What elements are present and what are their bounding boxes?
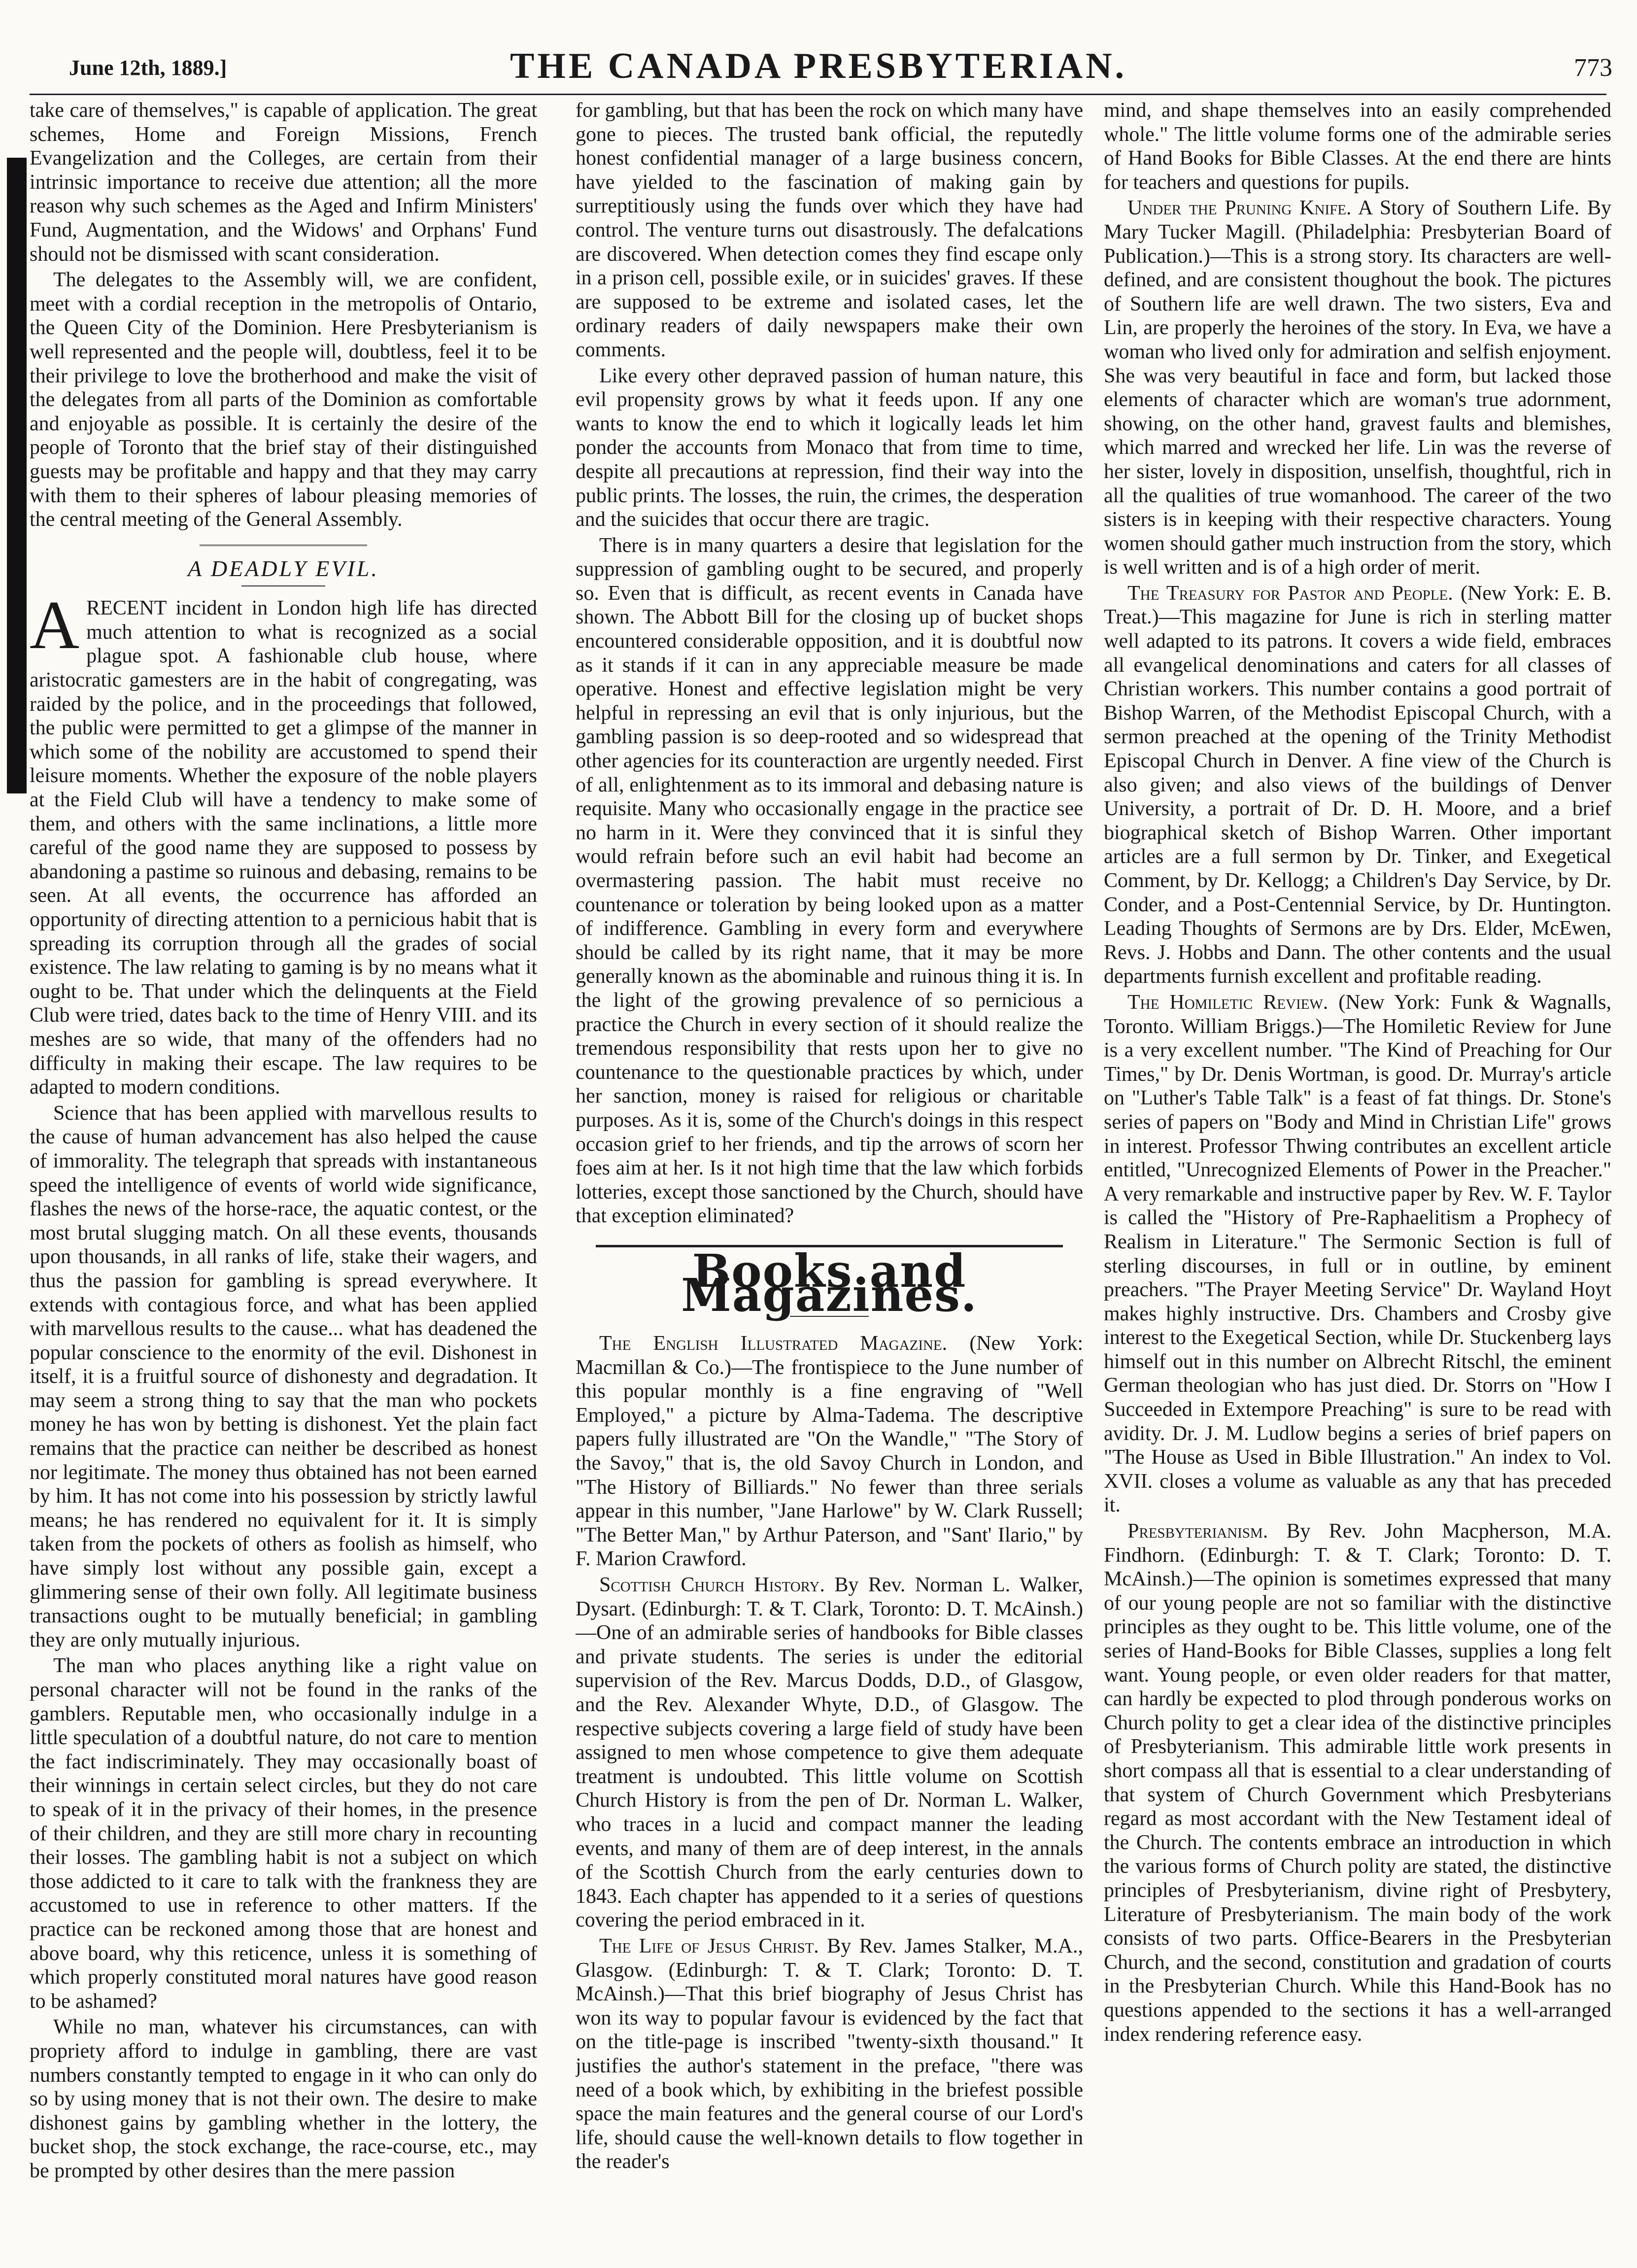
review-title: Scottish Church History. <box>599 1574 825 1597</box>
paragraph: for gambling, but that has been the rock on which many have gone to pieces. The trusted bank official, the reputedly honest confidential manager of a large business concern, have yielded to the fascination of making gain by surreptitiously using the funds over which they have had control. The venture turns out disastrously. The defalcations are discovered. When detection comes they find escape only in a prison cell, possible exile, or in suicides' graves. If these are supposed to be extreme and isolated cases, let the ordinary readers of daily newspapers make their own comments. <box>576 99 1083 361</box>
review-entry <box>576 1934 1083 2174</box>
review-entry <box>1104 196 1611 580</box>
paragraph <box>30 587 537 1099</box>
paragraph: mind, and shape themselves into an easily comprehended whole." The little volume forms one of the admirable series of Hand Books for Bible Classes. At the end there are hints for teachers and questions for pupils. <box>1104 99 1611 194</box>
review-text: By Rev. John Macpherson, M.A. Findhorn. (Edinburgh: T. & T. Clark; Toronto: D. T. McAinsh.)—The opinion is sometimes expressed that many of our young people are not so familiar with the distinctive principles as they ought to be. This little volume, one of the series of Hand-Books for Bible Classes, supplies a long felt want. Young people, or even older readers for that matter, can hardly be expected to plod through ponderous works on Church polity to get a clear idea of the distinctive principles of Presbyterianism. This admirable little work presents in short compass all that is essential to a clear understanding of that system of Church Government which Presbyterians regard as most accordant with the New Testament ideal of the Church. The contents embrace an introduction in which the various forms of Church polity are stated, the distinctive principles of Presbyterianism, divine right of Presbytery, Literature of Presbyterianism. The main body of the work consists of two parts. Office-Bearers in the Presbyterian Church, and the second, constitution and gradation of courts in the Presbyterian Church. While this Hand-Book has no questions appended to the sections it has a well-arranged index rendering reference easy. <box>1104 1520 1611 2046</box>
review-title: Under the Pruning Knife. <box>1127 197 1352 220</box>
article-title: A DEADLY EVIL. <box>188 555 379 581</box>
books-and-magazines-heading: Books and Magazines. <box>681 1244 978 1322</box>
paragraph: The man who places anything like a right value on personal character will not be found in the ranks of the gamblers. Reputable men, who occasionally indulge in a little speculation of a doubtful nature, do not care to mention the fact indiscriminately. They may occasionally boast of their winnings in certain select circles, but they do not care to speak of it in the privacy of their homes, in the presence of their children, and they are still more chary in recounting their losses. The gambling habit is not a subject on which those addicted to it care to talk with the frankness they are accustomed to use in reference to other matters. If the practice can be reckoned among those that are honest and above board, why this reticence, unless it is something of which properly constituted moral natures have good reason to be ashamed? <box>30 1654 537 2013</box>
column-2 <box>576 99 1083 2257</box>
review-text: (New York: Funk & Wagnalls, Toronto. William Briggs.)—The Homiletic Review for June is a very excellent number. "The Kind of Preaching for Our Times," by Dr. Denis Wortman, is good. Dr. Murray's article on "Luther's Table Talk" is a feast of fat things. Dr. Stone's series of papers on "Body and Mind in Christian Life" grows in interest. Professor Thwing contributes an excellent article entitled, "Unrecognized Elements of Power in the Preacher." A very remarkable and instructive paper by Rev. W. F. Taylor is called the "History of Pre-Raphaelitism a Prophecy of Realism in Literature." The Sermonic Section is full of sterling discourses, in full or in outline, by eminent preachers. "The Prayer Meeting Service" Dr. Wayland Hoyt makes highly instructive. Drs. Chambers and Crosby give interest to the Exegetical Section, while Dr. Stuckenberg lays himself out in this number on Albrecht Ritschl, the eminent German theologian who has just died. Dr. Storrs on "How I Succeeded in Extempore Preaching" is sure to be read with avidity. Dr. J. M. Ludlow begins a series of brief papers on "The House as Used in Bible Illustration." An index to Vol. XVII. closes a volume as valuable as any that has preceded it. <box>1104 991 1611 1517</box>
review-title: Presbyterianism. <box>1127 1520 1268 1543</box>
review-entry <box>1104 1519 1611 2046</box>
paragraph: Like every other depraved passion of human nature, this evil propensity grows by what it feeds upon. If any one wants to know the end to which it logically leads let him ponder the accounts from Monaco that from time to time, despite all precautions at repression, find their way into the public prints. The losses, the ruin, the crimes, the desperation and the suicides that occur there are tragic. <box>576 364 1083 531</box>
margin-mark <box>7 158 27 793</box>
header-rule <box>30 94 1606 95</box>
paragraph-text: RECENT incident in London high life has directed much attention to what is recognized as a social plague spot. A fashionable club house, where aristocratic gamesters are in the habit of congregating, was raided by the police, and in the proceedings that followed, the public were permitted to get a glimpse of the manner in which some of the nobility are accustomed to spend their leisure moments. Whether the exposure of the noble players at the Field Club will have a tendency to make some of them, and others with the same inclinations, a little more careful of the good name they are supposed to possess by abandoning a pastime so ruinous and debasing, remains to be seen. At all events, the occurrence has afforded an opportunity of directing attention to a pernicious habit that is spreading its corruption through all the grades of social existence. The law relating to gaming is by no means what it ought to be. That under which the delinquents at the Field Club were tried, dates back to the time of Henry VIII. and its meshes are so wide, that many of the offenders had no difficulty in making their escape. The law requires to be adapted to modern conditions. <box>30 597 537 1099</box>
section-divider <box>200 545 367 549</box>
review-title: The Treasury for Pastor and People. <box>1127 582 1453 605</box>
review-title: The Homiletic Review. <box>1127 991 1329 1014</box>
masthead-title: THE CANADA PRESBYTERIAN. <box>510 46 1127 86</box>
column-1 <box>30 99 537 2257</box>
paragraph: The delegates to the Assembly will, we are confident, meet with a cordial reception in the metropolis of Ontario, the Queen City of the Dominion. Here Presbyterianism is well represented and the people will, doubtless, feel it to be their privilege to love the brotherhood and make the visit of the delegates from all parts of the Dominion as comfortable and enjoyable as possible. It is certainly the desire of the people of Toronto that the brief stay of their distinguished guests may be profitable and happy and that they may carry with them to their spheres of labour pleasing memories of the central meeting of the General Assembly. <box>30 269 537 531</box>
review-title: The English Illustrated Magazine. <box>599 1332 948 1355</box>
paragraph: While no man, whatever his circumstances, can with propriety afford to indulge in gambling, there are vast numbers constantly tempted to engage in it who can only do so by using money that is not their own. The desire to make dishonest gains by gambling whether in the lottery, the bucket shop, the stock exchange, the race-course, etc., may be prompted by other desires than the mere passion <box>30 2016 537 2182</box>
review-title: The Life of Jesus Christ. <box>599 1934 819 1958</box>
column-3 <box>1104 99 1611 2257</box>
title-underline <box>241 585 325 586</box>
paragraph: There is in many quarters a desire that legislation for the suppression of gambling ought to be secured, and properly so. Even that is difficult, as recent events in Canada have shown. The Abbott Bill for the closing up of bucket shops encountered considerable opposition, and it is doubtful now as it stands if it can in any appreciable measure be made operative. Honest and effective legislation might be very helpful in repressing an evil that is only injurious, but the gambling passion is so deep-rooted and so widespread that other agencies for its counteraction are urgently needed. First of all, enlightenment as to its immoral and debasing nature is requisite. Many who occasionally engage in the practice see no harm in it. Were they convinced that it is sinful they would refrain before such an evil habit had become an overmastering passion. The habit must receive no countenance or toleration by being looked upon as a matter of indifference. Gambling in every form and everywhere should be called by its right name, that it may be more generally known as the abominable and ruinous thing it is. In the light of the growing prevalence of so pernicious a practice the Church in every section of it should realize the tremendous responsibility that rests upon her to give no countenance to the questionable practices by which, under her sanction, money is raised for religious or charitable purposes. As it is, some of the Church's doings in this respect occasion grief to her friends, and tip the arrows of scorn her foes aim at her. Is it not high time that the law which forbids lotteries, except those sanctioned by the Church, should have that exception eliminated? <box>576 534 1083 1228</box>
drop-cap: A <box>30 587 80 664</box>
review-text: A Story of Southern Life. By Mary Tucker Magill. (Philadelphia: Presbyterian Board of Publication.)—This is a strong story. Its characters are well-defined, and are consistent thoughout the book. The pictures of Southern life are well drawn. The two sisters, Eva and Lin, are properly the heroines of the story. In Eva, we have a woman who lived only for admiration and selfish enjoyment. She was very beautiful in face and form, but lacked those elements of character which are woman's true adornment, showing, on the other hand, gravest faults and blemishes, which marred and wrecked her life. Lin was the reverse of her sister, lovely in disposition, unselfish, thoughtful, rich in all the qualities of true womanhood. The career of the two sisters is in keeping with their respective characters. Young women should gather much instruction from the story, which is well written and is of a high order of merit. <box>1104 197 1611 579</box>
review-text: By Rev. James Stalker, M.A., Glasgow. (Edinburgh: T. & T. Clark; Toronto: D. T. McAinsh.)—That this brief biography of Jesus Christ has won its way to popular favour is evidenced by the fact that on the title-page is inscribed "twenty-sixth thousand." It justifies the author's statement in the preface, "there was need of a book which, by exhibiting in the briefest possible space the main features and the general course of our Lord's life, should cause the well-known details to flow together in the reader's <box>576 1934 1083 2173</box>
review-entry <box>1104 582 1611 989</box>
review-text: (New York: Macmillan & Co.)—The frontispiece to the June number of this popular monthly is a fine engraving of "Well Employed," a picture by Alma-Tadema. The descriptive papers fully illustrated are "On the Wandle," "The Story of the Savoy," that is, the old Savoy Church in London, and "The History of Billiards." No fewer than three serials appear in this number, "Jane Harlowe" by W. Clark Russell; "The Better Man," by Arthur Paterson, and "Sant' Ilario," by F. Marion Crawford. <box>576 1332 1083 1571</box>
review-text: By Rev. Norman L. Walker, Dysart. (Edinburgh: T. & T. Clark, Toronto: D. T. McAinsh.)—One of an admirable series of handbooks for Bible classes and private students. The series is under the editorial supervision of the Rev. Marcus Dodds, D.D., of Glasgow, and the Rev. Alexander Whyte, D.D., of Glasgow. The respective subjects covering a large field of study have been assigned to men whose competence to give them adequate treatment is undoubted. This little volume on Scottish Church History is from the pen of Dr. Norman L. Walker, who traces in a lucid and compact manner the leading events, and many of them are of deep interest, in the annals of the Scottish Church from the early centuries down to 1843. Each chapter has appended to it a series of questions covering the period embraced in it. <box>576 1574 1083 1932</box>
page-header <box>0 0 1637 99</box>
review-entry <box>576 1332 1083 1571</box>
review-entry <box>576 1573 1083 1932</box>
paragraph: take care of themselves," is capable of application. The great schemes, Home and Foreign Missions, French Evangelization and the Colleges, are certain from their intrinsic importance to receive due attention; all the more reason why such schemes as the Aged and Infirm Ministers' Fund, Augmentation, and the Widows' and Orphans' Fund should not be dismissed with scant consideration. <box>30 99 537 266</box>
paragraph: Science that has been applied with marvellous results to the cause of human advancement has also helped the cause of immorality. The telegraph that spreads with instantaneous speed the intelligence of events of world wide significance, flashes the news of the horse-race, the aquatic contest, or the most brutal slugging match. On all these events, thousands upon thousands, in all ranks of life, stake their wagers, and thus the passion for gambling is spread everywhere. It extends with contagious force, and what has been applied with marvellous results to the cause... what has deadened the popular conscience to the enormity of the evil. Dishonest in itself, it is a fruitful source of dishonesty and degradation. It may seem a strong thing to say that the man who pockets money he has won by betting is dishonest. Yet the plain fact remains that the practice can neither be described as honest nor legitimate. The money thus obtained has not been earned by him. It has not come into his possession by strictly lawful means; he has rendered no equivalent for it. It is simply taken from the pockets of others as foolish as himself, who have simply lost without any possible gain, except a glimmering sense of their own folly. All legitimate business transactions ought to be mutually beneficial; in gambling they are only mutually injurious. <box>30 1101 537 1651</box>
page-number: 773 <box>1574 54 1612 82</box>
review-text: (New York: E. B. Treat.)—This magazine for June is rich in sterling matter well adapted to its patrons. It covers a wide field, embraces all evangelical denominations and caters for all classes of Christian workers. This number contains a good portrait of Bishop Warren, of the Methodist Episcopal Church, with a sermon preached at the opening of the Trinity Methodist Episcopal Church in Denver. A fine view of the Church is also given; and also views of the buildings of Denver University, a portrait of Dr. D. H. Moore, and a brief biographical sketch of Bishop Warren. Other important articles are a full sermon by Dr. Tinker, and Exegetical Comment, by Dr. Kellogg; a Children's Day Service, by Dr. Conder, and a Post-Centennial Service, by Dr. Huntington. Leading Thoughts of Sermons are by Drs. Elder, McEwen, Revs. J. Hobbs and Dann. The other contents and the usual departments furnish excellent and profitable reading. <box>1104 582 1611 988</box>
issue-date: June 12th, 1889.] <box>69 56 227 80</box>
review-entry <box>1104 991 1611 1517</box>
